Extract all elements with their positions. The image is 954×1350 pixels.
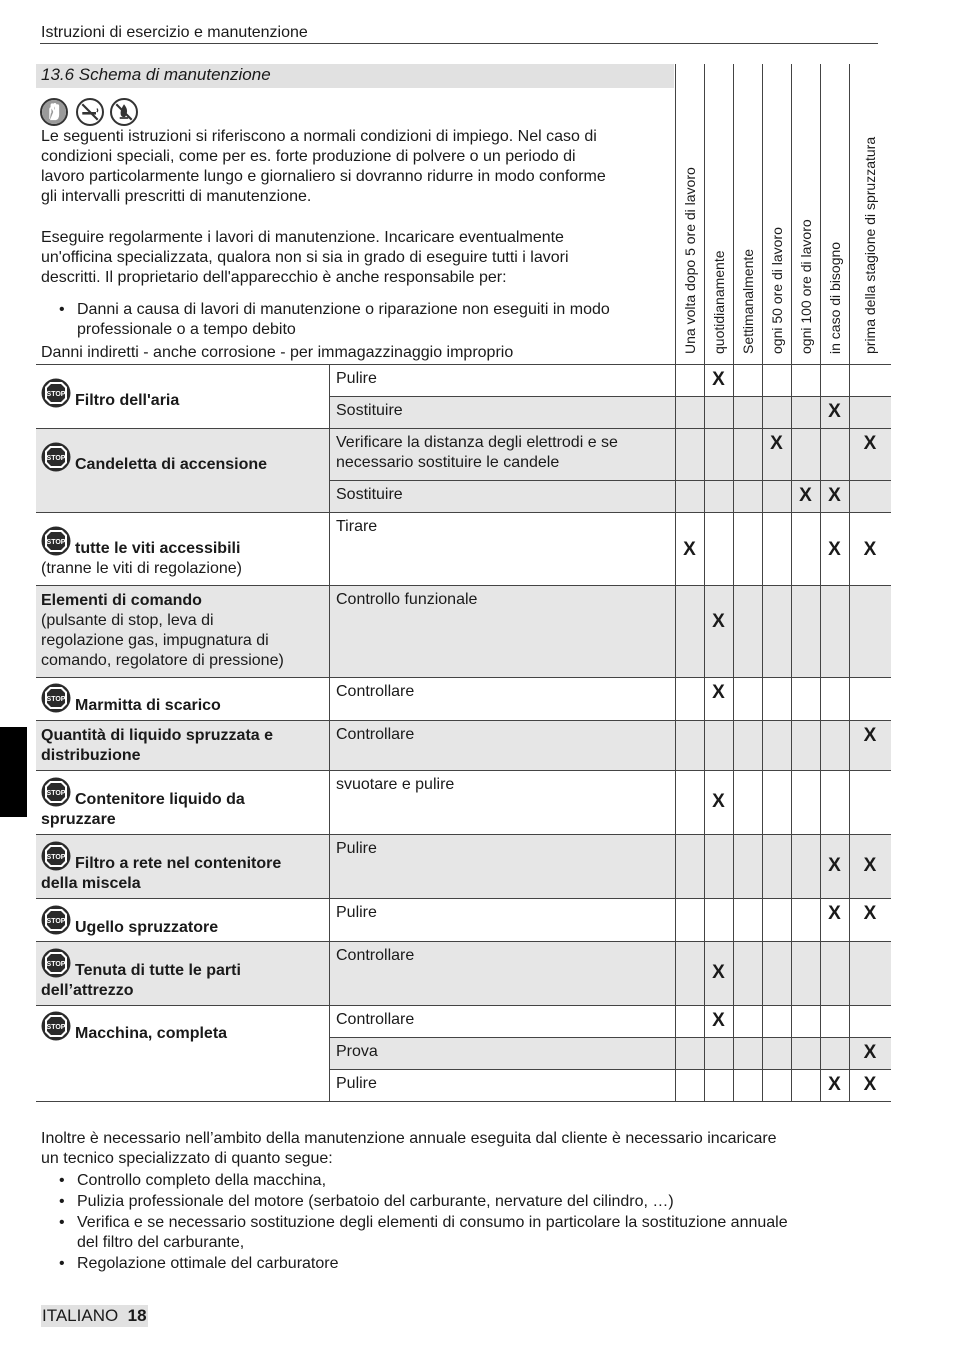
group-label <box>41 777 326 830</box>
component-note: regolazione gas, impugnatura di <box>41 632 269 649</box>
column-divider <box>820 64 821 1101</box>
stop-icon <box>41 683 71 713</box>
interval-mark: X <box>712 791 725 812</box>
group-label <box>41 683 326 716</box>
interval-mark: X <box>863 903 877 924</box>
group-label-line <box>41 442 326 475</box>
svg-text:STOP: STOP <box>46 539 66 546</box>
action-text: Pulire <box>336 904 377 921</box>
action-text: Controllare <box>336 683 415 700</box>
bullet-dot: • <box>59 1255 65 1272</box>
group-label <box>41 591 326 671</box>
maintenance-action <box>336 369 671 389</box>
interval-mark: X <box>828 401 841 422</box>
group-rule <box>36 898 891 899</box>
header-rule <box>40 43 878 44</box>
outro-bullet-text: Verifica e se necessario sostituzione degli elementi di consumo in particolare la sostituzione annuale <box>77 1214 788 1231</box>
stop-icon <box>41 442 71 472</box>
svg-text:STOP: STOP <box>46 455 66 462</box>
no-smoking-icon <box>76 98 104 126</box>
component-name-cont: spruzzare <box>41 811 116 828</box>
interval-mark: X <box>863 433 877 454</box>
maintenance-action <box>336 903 671 923</box>
column-header-label: Settimanalmente <box>739 248 756 354</box>
outro-paragraph: Inoltre è necessario nell’ambito della manutenzione annuale eseguita dal cliente è necessario incaricare un tecnico specializzato di quanto segue: <box>41 1130 777 1167</box>
group-rule <box>36 770 891 771</box>
interval-mark: X <box>863 1042 877 1063</box>
svg-text:STOP: STOP <box>46 790 66 797</box>
svg-text:STOP: STOP <box>46 391 66 398</box>
action-text: Prova <box>336 1043 378 1060</box>
action-text: Controllo funzionale <box>336 591 478 608</box>
subrow-rule <box>329 1069 891 1070</box>
group-label-line <box>41 683 326 716</box>
group-label-line <box>41 726 326 746</box>
column-header <box>675 64 704 364</box>
bullet-dot: • <box>59 1214 65 1231</box>
maintenance-action <box>336 401 671 421</box>
maintenance-action <box>336 1042 671 1062</box>
maintenance-action <box>336 590 671 610</box>
table-top-rule <box>36 364 891 365</box>
svg-text:STOP: STOP <box>46 696 66 703</box>
stop-icon <box>41 841 71 871</box>
column-divider <box>675 64 676 1101</box>
interval-mark: X <box>863 1074 877 1095</box>
outro-bullet-text: Regolazione ottimale del carburatore <box>77 1255 339 1272</box>
maintenance-action <box>336 517 671 537</box>
bullet-dot: • <box>59 1172 65 1189</box>
page-header: Istruzioni di esercizio e manutenzione <box>41 24 308 41</box>
interval-mark: X <box>863 725 877 746</box>
column-header-label: Una volta dopo 5 ore di lavoro <box>681 167 698 354</box>
group-label-line <box>41 777 326 810</box>
column-header-label: ogni 100 ore di lavoro <box>797 219 814 354</box>
svg-text:STOP: STOP <box>46 918 66 925</box>
intro-last-line: Danni indiretti - anche corrosione - per immagazzinaggio improprio <box>41 344 514 361</box>
component-name: Macchina, completa <box>75 1025 228 1042</box>
action-text: Controllare <box>336 1011 415 1028</box>
interval-mark: X <box>863 539 877 560</box>
interval-mark: X <box>712 1010 725 1031</box>
component-note: comando, regolatore di pressione) <box>41 652 284 669</box>
interval-mark: X <box>828 1074 841 1095</box>
intro-paragraph-1: Le seguenti istruzioni si riferiscono a normali condizioni di impiego. Nel caso di condizioni speciali, come per es. forte produzione di polvere o un periodo di lavoro particolarmente lungo e giornaliero si dovranno ridurre in modo conforme gli intervalli prescritti di manutenzione. <box>41 128 606 205</box>
svg-text:STOP: STOP <box>46 961 66 968</box>
interval-mark: X <box>799 485 812 506</box>
page-footer <box>41 1305 148 1327</box>
interval-mark: X <box>712 962 725 983</box>
group-rule <box>36 428 891 429</box>
column-divider <box>762 64 763 1101</box>
action-text: Controllare <box>336 726 415 743</box>
action-text: Verificare la distanza degli elettrodi e se <box>336 434 618 451</box>
stop-icon <box>41 1011 71 1041</box>
no-open-flame-icon <box>110 98 138 126</box>
group-label <box>41 378 326 411</box>
group-label-line <box>41 905 326 938</box>
footer-language: ITALIANO <box>42 1306 119 1325</box>
maintenance-action <box>336 839 671 859</box>
maintenance-action <box>336 485 671 505</box>
action-text: Pulire <box>336 1075 377 1092</box>
column-header-label: prima della stagione di spruzzatura <box>862 136 878 354</box>
maintenance-action <box>336 1074 671 1094</box>
group-rule <box>36 677 891 678</box>
component-name: Contenitore liquido da <box>75 791 245 808</box>
column-header-label: quotidianamente <box>710 250 727 354</box>
action-text: Pulire <box>336 370 377 387</box>
component-note: (pulsante di stop, leva di <box>41 612 214 629</box>
group-rule <box>36 1005 891 1006</box>
table-bottom-rule <box>329 1101 891 1102</box>
outro-bullet-text: Pulizia professionale del motore (serbatoio del carburante, nervature del cilindro, …) <box>77 1193 674 1210</box>
group-rule <box>36 941 891 942</box>
column-header <box>733 64 762 364</box>
action-text: Sostituire <box>336 486 403 503</box>
component-name: Ugello spruzzatore <box>75 919 219 936</box>
stop-icon <box>41 378 71 408</box>
group-rule <box>36 585 891 586</box>
interval-mark: X <box>712 682 725 703</box>
action-text: Pulire <box>336 840 377 857</box>
intro-bullet: Danni a causa di lavori di manutenzione o riparazione non eseguiti in modo professionale o a tempo debito <box>77 301 610 338</box>
component-note: (tranne le viti di regolazione) <box>41 560 242 577</box>
group-label <box>41 841 326 894</box>
stop-icon <box>41 777 71 807</box>
interval-mark: X <box>770 433 783 454</box>
group-label-line <box>41 591 326 611</box>
action-divider <box>329 364 330 1101</box>
group-label-line <box>41 526 326 559</box>
action-text: Sostituire <box>336 402 403 419</box>
action-text: Controllare <box>336 947 415 964</box>
group-label-line <box>41 948 326 981</box>
stop-icon <box>41 905 71 935</box>
group-label <box>41 1011 326 1044</box>
action-text: svuotare e pulire <box>336 776 455 793</box>
group-label <box>41 442 326 475</box>
interval-mark: X <box>863 855 877 876</box>
group-rule <box>36 512 891 513</box>
interval-mark: X <box>828 539 841 560</box>
group-label-line <box>41 1011 326 1044</box>
interval-mark: X <box>712 611 725 632</box>
maintenance-action <box>336 1010 671 1030</box>
stop-icon <box>41 526 71 556</box>
column-header-label: ogni 50 ore di lavoro <box>768 227 785 354</box>
interval-mark: X <box>712 369 725 390</box>
component-name: Candeletta di accensione <box>75 456 268 473</box>
maintenance-action <box>336 682 671 702</box>
section-title: 13.6 Schema di manutenzione <box>41 65 271 84</box>
column-header-label: in caso di bisogno <box>826 241 843 354</box>
group-label <box>41 905 326 938</box>
subrow-rule <box>329 396 891 397</box>
language-tab-marker <box>0 727 27 817</box>
group-rule <box>36 1101 329 1102</box>
svg-text:STOP: STOP <box>46 854 66 861</box>
stop-icon <box>41 948 71 978</box>
column-header <box>704 64 733 364</box>
maintenance-action <box>336 946 671 966</box>
group-rule <box>36 720 891 721</box>
column-header <box>820 64 849 364</box>
maintenance-action <box>336 775 671 795</box>
column-divider <box>704 64 705 1101</box>
column-header <box>762 64 791 364</box>
component-name: Tenuta di tutte le parti <box>75 962 241 979</box>
group-label-line <box>41 841 326 874</box>
outro-bullet-text: Controllo completo della macchina, <box>77 1172 327 1189</box>
group-rule <box>36 834 891 835</box>
subrow-rule <box>329 480 891 481</box>
component-name: Quantità di liquido spruzzata e <box>41 727 274 744</box>
group-label <box>41 948 326 1001</box>
component-name: Filtro a rete nel contenitore <box>75 855 282 872</box>
bullet-dot: • <box>59 301 65 318</box>
interval-mark: X <box>828 903 841 924</box>
interval-mark: X <box>683 539 696 560</box>
column-header <box>849 64 891 364</box>
page-number: 18 <box>127 1306 147 1325</box>
interval-mark: X <box>828 855 841 876</box>
maintenance-action <box>336 725 671 745</box>
component-name: Elementi di comando <box>41 592 202 609</box>
component-name-cont: distribuzione <box>41 747 141 764</box>
component-name: Filtro dell'aria <box>75 392 180 409</box>
intro-paragraph-2: Eseguire regolarmente i lavori di manutenzione. Incaricare eventualmente un'officina specializzata, qualora non si sia in grado di eseguire tutti i lavori descritti. Il proprietario dell'apparecchio è anche responsabile per: <box>41 229 569 286</box>
column-divider <box>733 64 734 1101</box>
outro-bullet-text: del filtro del carburante, <box>77 1234 245 1251</box>
column-header <box>791 64 820 364</box>
gloves-icon <box>40 98 68 126</box>
group-label <box>41 526 326 579</box>
svg-text:STOP: STOP <box>46 1024 66 1031</box>
group-label-line <box>41 378 326 411</box>
action-text: Tirare <box>336 518 378 535</box>
subrow-rule <box>329 1037 891 1038</box>
component-name-cont: della miscela <box>41 875 141 892</box>
component-name: tutte le viti accessibili <box>75 540 241 557</box>
component-name: Marmitta di scarico <box>75 697 221 714</box>
interval-mark: X <box>828 485 841 506</box>
component-name-cont: dell’attrezzo <box>41 982 134 999</box>
maintenance-action <box>336 433 671 473</box>
group-label <box>41 726 326 766</box>
action-text: necessario sostituire le candele <box>336 454 560 471</box>
column-divider <box>791 64 792 1101</box>
bullet-dot: • <box>59 1193 65 1210</box>
column-divider <box>849 64 850 1101</box>
